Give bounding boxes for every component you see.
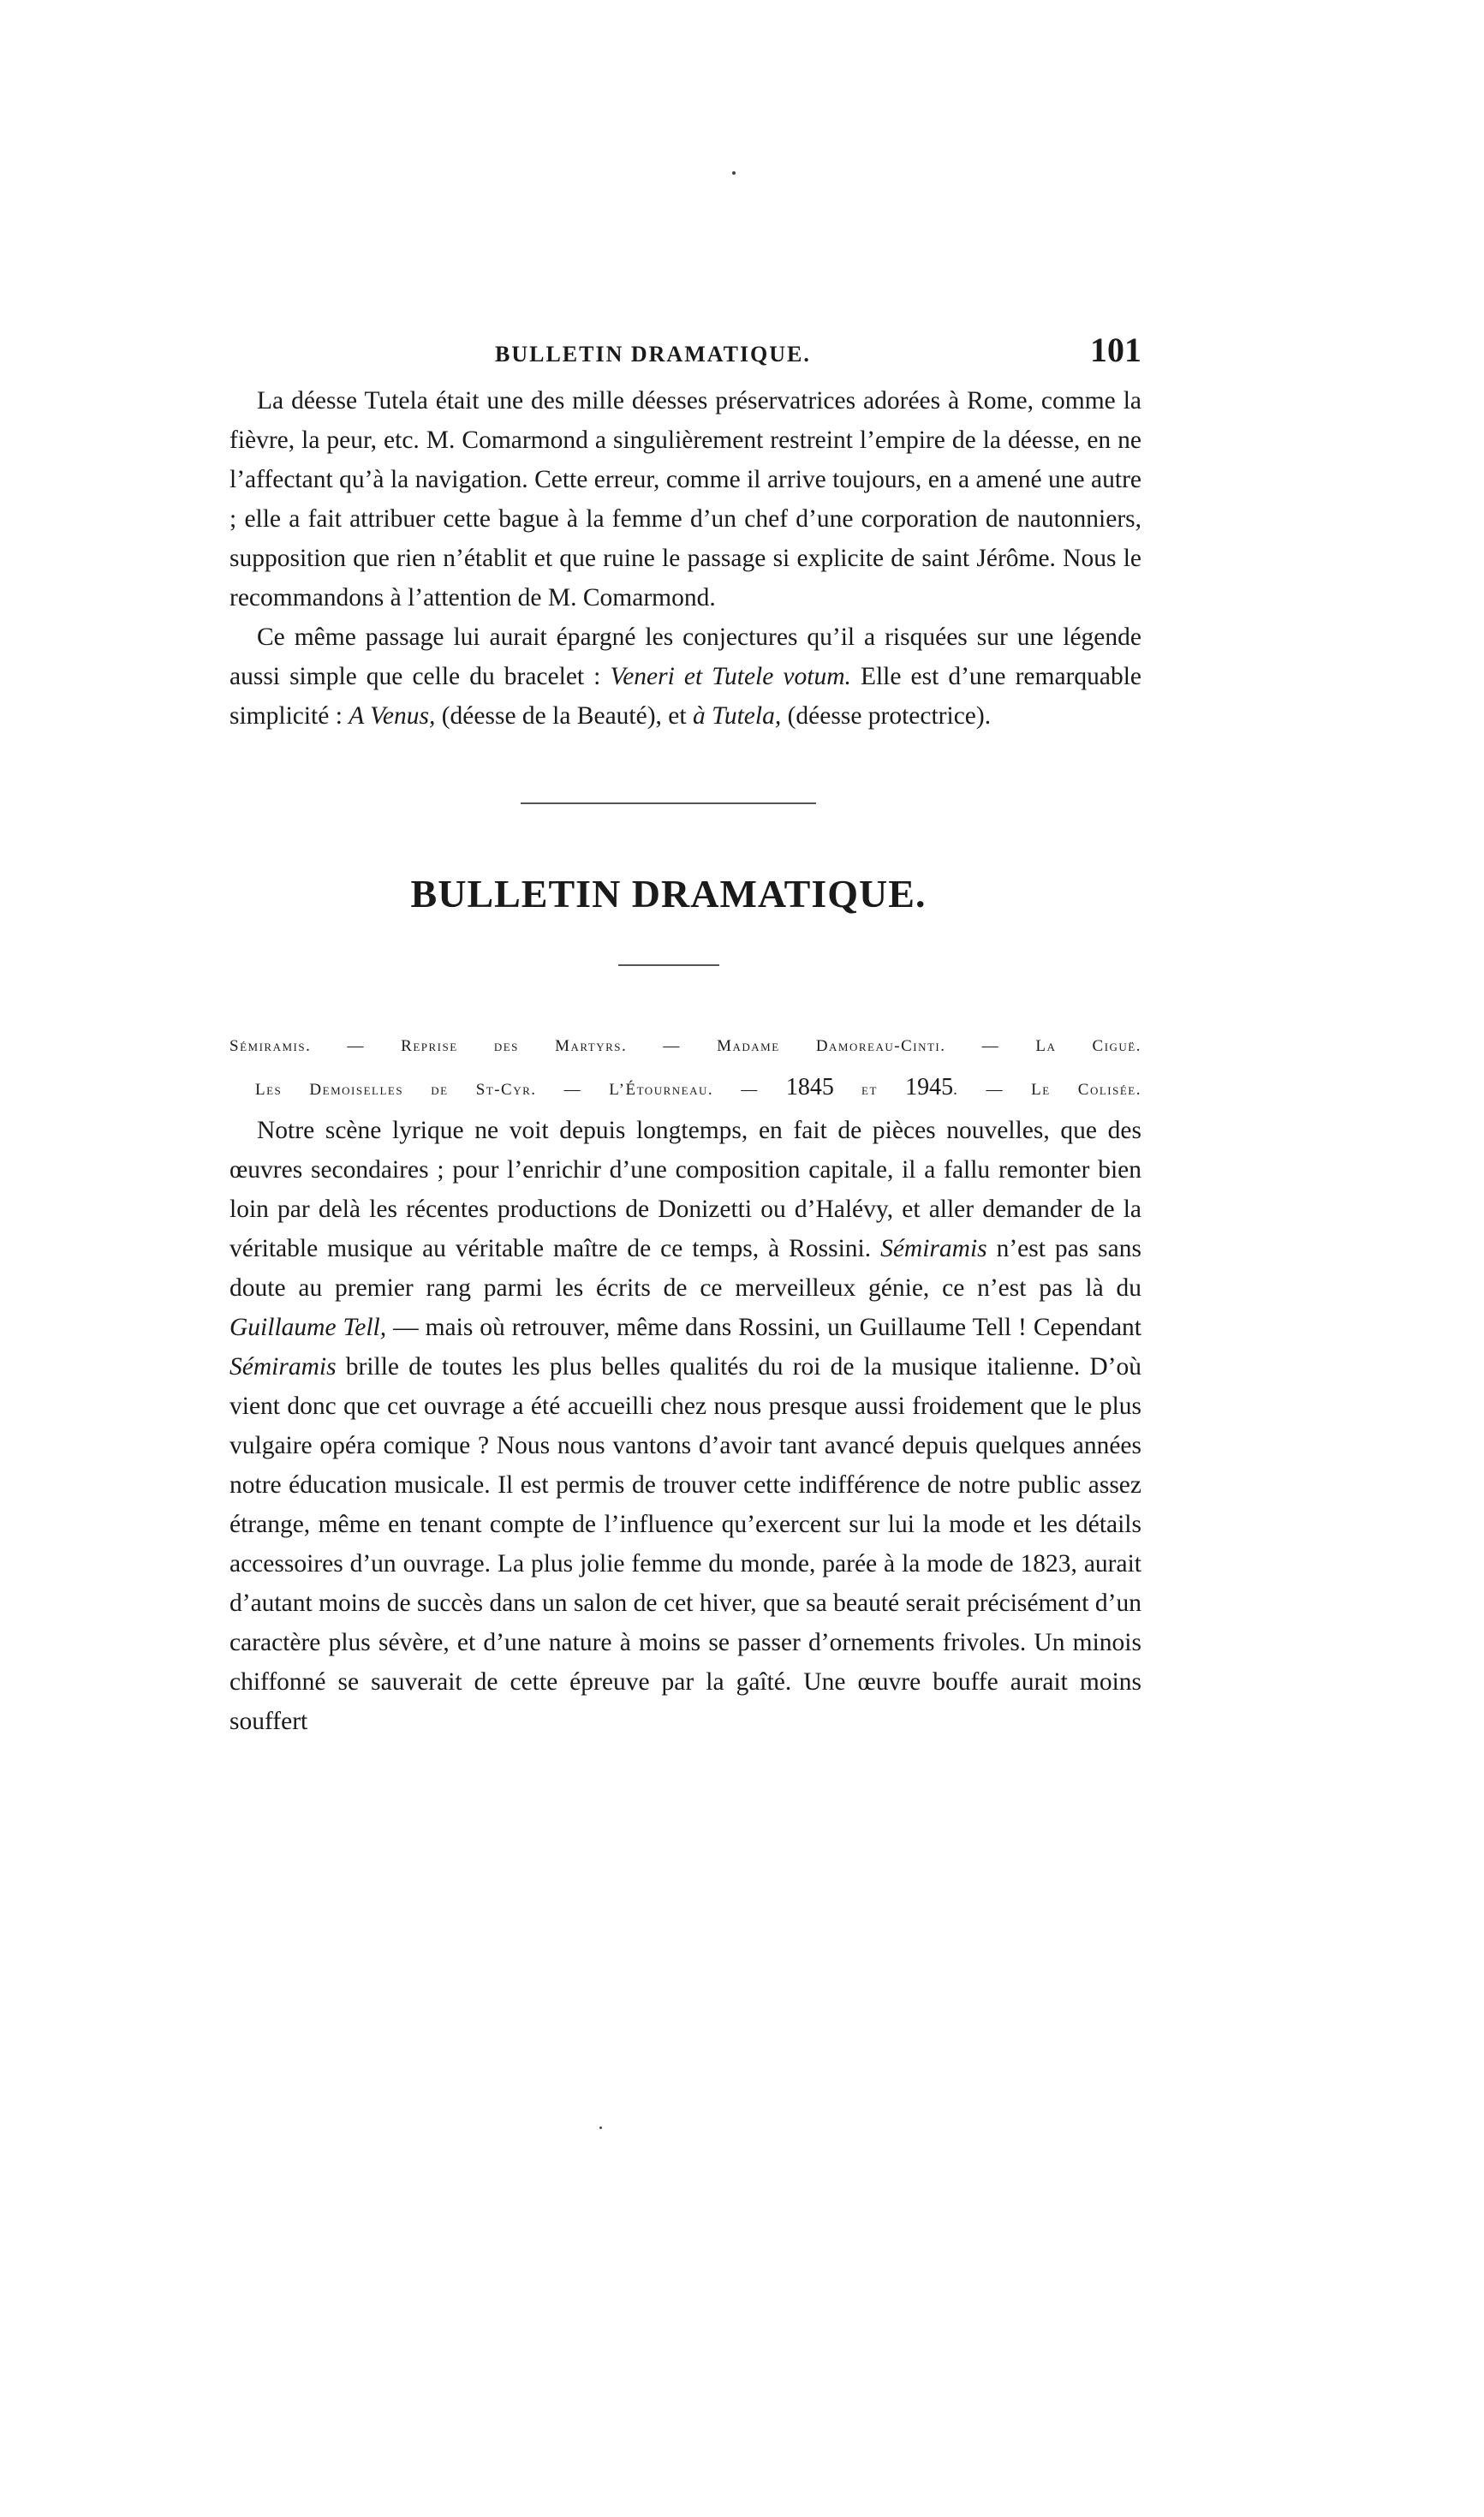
summary-line-2 [229, 1067, 1141, 1111]
paragraph-tutela: La déesse Tutela était une des mille déesses préservatrices adorées à Rome, comme la fièvre, la peur, etc. M. Comarmond a singulièrement restreint l’empire de la déesse, en ne l’affectant qu’à la navigation. Cette erreur, comme il arrive toujours, en a amené une autre ; elle a fait attribuer cette bague à la femme d’un chef d’une corporation de nautonniers, supposition que rien n’établit et que ruine le passage si explicite de saint Jérôme. Nous le recommandons à l’attention de M. Comarmond. [229, 387, 1141, 611]
text-run: brille de toutes les plus belles qualités du roi de la musique italienne. D’où vient donc que cet ouvrage a été accueilli chez nous presque aussi froidement que le plus vulgaire opéra comique ? Nous nous vantons d’avoir tant avancé depuis quelques années notre éducation musicale. Il est permis de trouver cette indifférence de notre public assez étrange, même en tenant compte de l’influence qu’exercent sur lui la mode et les détails accessoires d’un ouvrage. La plus jolie femme du monde, parée à la mode de 1823, aurait d’autant moins de succès dans un salon de cet hiver, que sa beauté serait précisément d’un caractère plus sévère, et d’une nature à moins se passer d’ornements frivoles. Un minois chiffonné se sauverait de cette épreuve par la gaîté. Une œuvre bouffe aurait moins souffert [229, 1353, 1141, 1735]
italic-run: Guillaume Tell, [229, 1314, 387, 1341]
section-divider-rule [521, 802, 816, 804]
page-number: 101 [1090, 331, 1141, 369]
italic-run: Sémiramis [880, 1235, 987, 1262]
scan-speck-bottom [599, 2126, 602, 2129]
summary-text: . — Le Colisée. [953, 1081, 1141, 1099]
summary-text: et [833, 1081, 906, 1099]
book-page [229, 330, 1141, 1741]
text-run: n’est pas sans doute au premier rang parmi les écrits de ce merveilleux génie, ce n’est pas là du [229, 1235, 1141, 1302]
italic-run: à Tutela, [692, 702, 782, 730]
italic-run: Sémiramis [229, 1353, 337, 1381]
summary-year: 1845 [785, 1074, 834, 1100]
text-run: (déesse de la Beauté), et [435, 702, 693, 730]
italic-run: Veneri et Tutele votum. [610, 663, 851, 690]
running-head-title: BULLETIN DRAMATIQUE. [495, 342, 811, 367]
summary-text: Les Demoiselles de St-Cyr. — L’Étourneau. — [255, 1081, 786, 1099]
text-run: Elle est d’une remarquable simplicité : [229, 663, 1141, 730]
section-title: BULLETIN DRAMATIQUE. [410, 872, 927, 916]
paragraph-bracelet [229, 617, 1141, 736]
text-run: — mais où retrouver, même dans Rossini, un Guillaume Tell ! Cependant [386, 1314, 1141, 1341]
scan-speck-top [732, 171, 736, 175]
text-run: Ce même passage lui aurait épargné les conjectures qu’il a risquées sur une légende aussi simple que celle du bracelet : [229, 623, 1141, 690]
summary-year: 1945 [905, 1074, 954, 1100]
text-run: Notre scène lyrique ne voit depuis longtemps, en fait de pièces nouvelles, que des œuvres secondaires ; pour l’enrichir d’une composition capitale, il a fallu remonter bien loin par delà les récentes productions de Donizetti ou d’Halévy, et aller demander de la véritable musique au véritable maître de ce temps, à Rossini. [229, 1117, 1141, 1262]
text-run: (déesse protectrice). [781, 702, 992, 730]
running-head [229, 330, 1141, 381]
italic-run: A Venus, [349, 702, 436, 730]
title-underline-rule [618, 964, 719, 966]
summary-line-1: Sémiramis. — Reprise des Martyrs. — Madame Damoreau-Cinti. — La Ciguë. [229, 1037, 1141, 1055]
paragraph-semiramis [229, 1111, 1141, 1741]
section-summary [229, 1026, 1141, 1111]
